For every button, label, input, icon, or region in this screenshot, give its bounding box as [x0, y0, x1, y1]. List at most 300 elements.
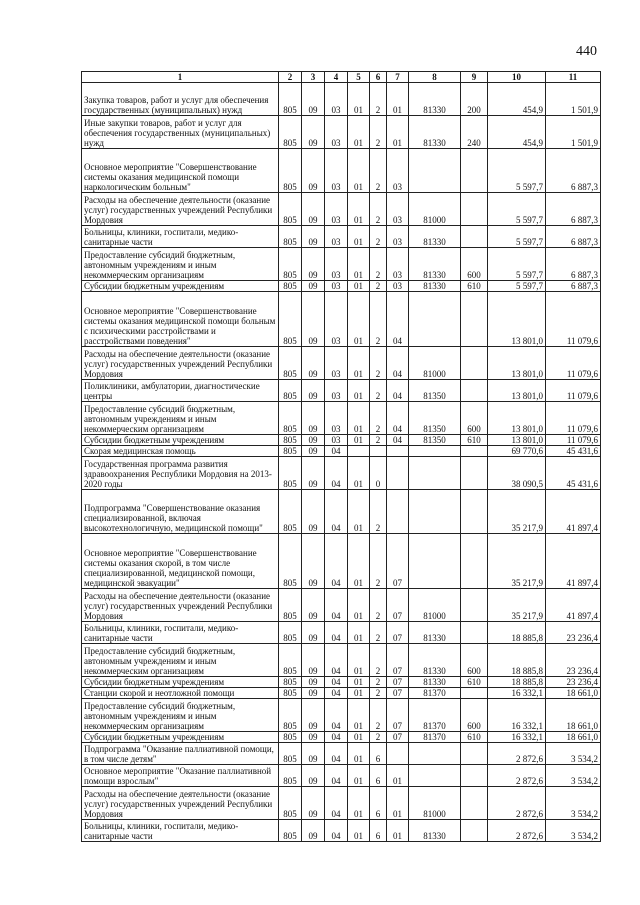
amount-col10-cell: 2 872,6: [488, 765, 546, 787]
subprogram-code-cell: 6: [370, 820, 387, 842]
program-code-cell: 01: [348, 402, 370, 435]
program-code-cell: 01: [348, 699, 370, 732]
section-code-cell: 09: [302, 149, 325, 193]
admin-code-cell: 805: [279, 622, 302, 644]
table-row: [82, 149, 601, 193]
expense-type-cell: [461, 589, 488, 622]
admin-code-cell: 805: [279, 534, 302, 589]
table-row: [82, 622, 601, 644]
table-row: [82, 490, 601, 534]
column-header: 4: [325, 72, 348, 83]
amount-col11-cell: 23 236,4: [546, 677, 601, 688]
admin-code-cell: 805: [279, 402, 302, 435]
amount-col11-cell: 41 897,4: [546, 589, 601, 622]
admin-code-cell: 805: [279, 248, 302, 281]
section-code-cell: 09: [302, 699, 325, 732]
table-row: [82, 446, 601, 457]
row-name-cell: Субсидии бюджетным учреждениям: [82, 281, 279, 292]
section-code-cell: 09: [302, 435, 325, 446]
direction-code-cell: [409, 149, 461, 193]
admin-code-cell: 805: [279, 193, 302, 226]
table-row: [82, 83, 601, 116]
row-name-cell: Больницы, клиники, госпитали, медико-санитарные части: [82, 226, 279, 248]
activity-code-cell: 04: [387, 402, 409, 435]
amount-col10-cell: 16 332,1: [488, 688, 546, 699]
admin-code-cell: 805: [279, 116, 302, 149]
admin-code-cell: 805: [279, 677, 302, 688]
amount-col10-cell: 454,9: [488, 83, 546, 116]
table-row: [82, 644, 601, 677]
subsection-code-cell: 03: [325, 83, 348, 116]
direction-code-cell: [409, 446, 461, 457]
direction-code-cell: 81350: [409, 435, 461, 446]
table-row: [82, 435, 601, 446]
activity-code-cell: 03: [387, 226, 409, 248]
expense-type-cell: [461, 380, 488, 402]
table-row: [82, 116, 601, 149]
amount-col11-cell: 3 534,2: [546, 787, 601, 820]
program-code-cell: 01: [348, 787, 370, 820]
expense-type-cell: 600: [461, 644, 488, 677]
subprogram-code-cell: 2: [370, 380, 387, 402]
subsection-code-cell: 04: [325, 644, 348, 677]
expense-type-cell: 610: [461, 435, 488, 446]
program-code-cell: 01: [348, 149, 370, 193]
direction-code-cell: 81350: [409, 402, 461, 435]
admin-code-cell: 805: [279, 732, 302, 743]
subprogram-code-cell: 2: [370, 688, 387, 699]
amount-col10-cell: 13 801,0: [488, 292, 546, 347]
direction-code-cell: [409, 292, 461, 347]
subprogram-code-cell: 2: [370, 116, 387, 149]
column-header: 9: [461, 72, 488, 83]
row-name-cell: Предоставление субсидий бюджетным, автономным учреждениям и иным некоммерческим организациям: [82, 248, 279, 281]
direction-code-cell: 81370: [409, 732, 461, 743]
amount-col10-cell: 35 217,9: [488, 589, 546, 622]
subprogram-code-cell: 2: [370, 281, 387, 292]
activity-code-cell: 01: [387, 116, 409, 149]
amount-col10-cell: 13 801,0: [488, 402, 546, 435]
admin-code-cell: 805: [279, 820, 302, 842]
direction-code-cell: [409, 490, 461, 534]
expense-type-cell: [461, 457, 488, 490]
row-name-cell: Подпрограмма "Оказание паллиативной помощи, в том числе детям": [82, 743, 279, 765]
amount-col10-cell: 18 885,8: [488, 644, 546, 677]
row-name-cell: Подпрограмма "Совершенствование оказания специализированной, включая высокотехнологичную, медицинской помощи": [82, 490, 279, 534]
activity-code-cell: 03: [387, 248, 409, 281]
amount-col11-cell: 1 501,9: [546, 116, 601, 149]
row-name-cell: Больницы, клиники, госпитали, медико-санитарные части: [82, 622, 279, 644]
admin-code-cell: 805: [279, 688, 302, 699]
amount-col10-cell: 2 872,6: [488, 820, 546, 842]
activity-code-cell: 07: [387, 688, 409, 699]
expense-type-cell: [461, 765, 488, 787]
program-code-cell: 01: [348, 347, 370, 380]
expense-type-cell: 610: [461, 732, 488, 743]
subsection-code-cell: 04: [325, 490, 348, 534]
subsection-code-cell: 03: [325, 116, 348, 149]
expense-type-cell: [461, 820, 488, 842]
subsection-code-cell: 04: [325, 820, 348, 842]
row-name-cell: Основное мероприятие "Совершенствование системы оказания скорой, в том числе специализированной, медицинской помощи, медицинской эвакуации": [82, 534, 279, 589]
activity-code-cell: 01: [387, 765, 409, 787]
section-code-cell: 09: [302, 622, 325, 644]
admin-code-cell: 805: [279, 347, 302, 380]
program-code-cell: 01: [348, 380, 370, 402]
amount-col11-cell: 6 887,3: [546, 226, 601, 248]
expense-type-cell: [461, 787, 488, 820]
table-row: [82, 347, 601, 380]
row-name-cell: Расходы на обеспечение деятельности (оказание услуг) государственных учреждений Республики Мордовия: [82, 787, 279, 820]
subprogram-code-cell: 6: [370, 765, 387, 787]
subprogram-code-cell: 2: [370, 347, 387, 380]
program-code-cell: [348, 446, 370, 457]
row-name-cell: Субсидии бюджетным учреждениям: [82, 435, 279, 446]
admin-code-cell: 805: [279, 281, 302, 292]
amount-col10-cell: 13 801,0: [488, 380, 546, 402]
amount-col11-cell: 18 661,0: [546, 688, 601, 699]
row-name-cell: Субсидии бюджетным учреждениям: [82, 732, 279, 743]
direction-code-cell: 81000: [409, 589, 461, 622]
section-code-cell: 09: [302, 347, 325, 380]
activity-code-cell: 07: [387, 699, 409, 732]
direction-code-cell: [409, 743, 461, 765]
section-code-cell: 09: [302, 534, 325, 589]
row-name-cell: Расходы на обеспечение деятельности (оказание услуг) государственных учреждений Республики Мордовия: [82, 347, 279, 380]
row-name-cell: Скорая медицинская помощь: [82, 446, 279, 457]
column-header: 11: [546, 72, 601, 83]
admin-code-cell: 805: [279, 446, 302, 457]
subprogram-code-cell: 2: [370, 490, 387, 534]
subsection-code-cell: 03: [325, 281, 348, 292]
subprogram-code-cell: 2: [370, 677, 387, 688]
subprogram-code-cell: 2: [370, 248, 387, 281]
subsection-code-cell: 04: [325, 677, 348, 688]
subsection-code-cell: 04: [325, 446, 348, 457]
direction-code-cell: 81330: [409, 820, 461, 842]
amount-col11-cell: 3 534,2: [546, 765, 601, 787]
admin-code-cell: 805: [279, 380, 302, 402]
program-code-cell: 01: [348, 281, 370, 292]
amount-col10-cell: 2 872,6: [488, 787, 546, 820]
table-row: [82, 820, 601, 842]
expense-type-cell: 610: [461, 281, 488, 292]
section-code-cell: 09: [302, 116, 325, 149]
admin-code-cell: 805: [279, 699, 302, 732]
program-code-cell: 01: [348, 193, 370, 226]
amount-col10-cell: 454,9: [488, 116, 546, 149]
amount-col11-cell: 11 079,6: [546, 402, 601, 435]
section-code-cell: 09: [302, 732, 325, 743]
amount-col11-cell: 23 236,4: [546, 644, 601, 677]
subsection-code-cell: 03: [325, 347, 348, 380]
direction-code-cell: 81330: [409, 644, 461, 677]
activity-code-cell: [387, 457, 409, 490]
table-row: [82, 677, 601, 688]
admin-code-cell: 805: [279, 226, 302, 248]
activity-code-cell: 07: [387, 589, 409, 622]
table-row: [82, 699, 601, 732]
direction-code-cell: 81330: [409, 677, 461, 688]
row-name-cell: Закупка товаров, работ и услуг для обеспечения государственных (муниципальных) нужд: [82, 83, 279, 116]
expense-type-cell: 240: [461, 116, 488, 149]
direction-code-cell: [409, 534, 461, 589]
direction-code-cell: [409, 765, 461, 787]
expense-type-cell: 600: [461, 699, 488, 732]
table-row: [82, 281, 601, 292]
amount-col11-cell: 3 534,2: [546, 820, 601, 842]
direction-code-cell: 81000: [409, 347, 461, 380]
page-number: 440: [576, 44, 597, 59]
amount-col10-cell: 35 217,9: [488, 490, 546, 534]
amount-col11-cell: 45 431,6: [546, 457, 601, 490]
admin-code-cell: 805: [279, 644, 302, 677]
admin-code-cell: 805: [279, 589, 302, 622]
subprogram-code-cell: 0: [370, 457, 387, 490]
amount-col10-cell: 5 597,7: [488, 226, 546, 248]
column-header: 6: [370, 72, 387, 83]
activity-code-cell: [387, 446, 409, 457]
section-code-cell: 09: [302, 787, 325, 820]
table-row: [82, 787, 601, 820]
direction-code-cell: 81330: [409, 83, 461, 116]
amount-col10-cell: 38 090,5: [488, 457, 546, 490]
direction-code-cell: 81330: [409, 622, 461, 644]
expense-type-cell: 610: [461, 677, 488, 688]
table-row: [82, 743, 601, 765]
program-code-cell: 01: [348, 248, 370, 281]
expense-type-cell: [461, 347, 488, 380]
subsection-code-cell: 04: [325, 732, 348, 743]
activity-code-cell: 07: [387, 732, 409, 743]
table-row: [82, 688, 601, 699]
subsection-code-cell: 04: [325, 457, 348, 490]
table-row: [82, 248, 601, 281]
amount-col11-cell: 11 079,6: [546, 435, 601, 446]
subsection-code-cell: 03: [325, 193, 348, 226]
amount-col10-cell: 2 872,6: [488, 743, 546, 765]
expense-type-cell: 600: [461, 248, 488, 281]
header-row: [82, 72, 601, 83]
subprogram-code-cell: 2: [370, 193, 387, 226]
column-header: 7: [387, 72, 409, 83]
subprogram-code-cell: 6: [370, 743, 387, 765]
amount-col10-cell: 18 885,8: [488, 622, 546, 644]
admin-code-cell: 805: [279, 787, 302, 820]
amount-col10-cell: 13 801,0: [488, 347, 546, 380]
subsection-code-cell: 03: [325, 402, 348, 435]
section-code-cell: 09: [302, 281, 325, 292]
expense-type-cell: [461, 743, 488, 765]
subsection-code-cell: 04: [325, 699, 348, 732]
subprogram-code-cell: 2: [370, 622, 387, 644]
row-name-cell: Предоставление субсидий бюджетным, автономным учреждениям и иным некоммерческим организациям: [82, 699, 279, 732]
program-code-cell: 01: [348, 435, 370, 446]
subprogram-code-cell: 2: [370, 534, 387, 589]
amount-col10-cell: 16 332,1: [488, 732, 546, 743]
section-code-cell: 09: [302, 226, 325, 248]
budget-table: [81, 71, 601, 842]
subsection-code-cell: 04: [325, 622, 348, 644]
amount-col11-cell: 18 661,0: [546, 699, 601, 732]
table-row: [82, 193, 601, 226]
subprogram-code-cell: [370, 446, 387, 457]
row-name-cell: Расходы на обеспечение деятельности (оказание услуг) государственных учреждений Республики Мордовия: [82, 589, 279, 622]
admin-code-cell: 805: [279, 435, 302, 446]
amount-col11-cell: 1 501,9: [546, 83, 601, 116]
amount-col10-cell: 5 597,7: [488, 193, 546, 226]
admin-code-cell: 805: [279, 490, 302, 534]
program-code-cell: 01: [348, 743, 370, 765]
section-code-cell: 09: [302, 292, 325, 347]
program-code-cell: 01: [348, 226, 370, 248]
row-name-cell: Больницы, клиники, госпитали, медико-санитарные части: [82, 820, 279, 842]
subsection-code-cell: 03: [325, 292, 348, 347]
amount-col11-cell: 6 887,3: [546, 248, 601, 281]
amount-col11-cell: 45 431,6: [546, 446, 601, 457]
amount-col11-cell: 41 897,4: [546, 534, 601, 589]
program-code-cell: 01: [348, 820, 370, 842]
amount-col11-cell: 11 079,6: [546, 347, 601, 380]
direction-code-cell: 81330: [409, 226, 461, 248]
direction-code-cell: 81330: [409, 281, 461, 292]
subsection-code-cell: 03: [325, 226, 348, 248]
direction-code-cell: 81330: [409, 116, 461, 149]
program-code-cell: 01: [348, 622, 370, 644]
amount-col10-cell: 5 597,7: [488, 248, 546, 281]
direction-code-cell: 81350: [409, 380, 461, 402]
amount-col10-cell: 5 597,7: [488, 149, 546, 193]
program-code-cell: 01: [348, 589, 370, 622]
expense-type-cell: [461, 534, 488, 589]
row-name-cell: Поликлиники, амбулатории, диагностические центры: [82, 380, 279, 402]
activity-code-cell: 07: [387, 534, 409, 589]
direction-code-cell: 81330: [409, 248, 461, 281]
admin-code-cell: 805: [279, 457, 302, 490]
column-header: 3: [302, 72, 325, 83]
subsection-code-cell: 04: [325, 589, 348, 622]
column-header: 8: [409, 72, 461, 83]
subprogram-code-cell: 2: [370, 644, 387, 677]
expense-type-cell: [461, 446, 488, 457]
table-body: [82, 83, 601, 842]
row-name-cell: Субсидии бюджетным учреждениям: [82, 677, 279, 688]
activity-code-cell: 04: [387, 380, 409, 402]
program-code-cell: 01: [348, 688, 370, 699]
expense-type-cell: [461, 149, 488, 193]
table-row: [82, 589, 601, 622]
activity-code-cell: 04: [387, 292, 409, 347]
subsection-code-cell: 03: [325, 248, 348, 281]
amount-col11-cell: 41 897,4: [546, 490, 601, 534]
subsection-code-cell: 03: [325, 149, 348, 193]
admin-code-cell: 805: [279, 292, 302, 347]
subprogram-code-cell: 2: [370, 699, 387, 732]
subprogram-code-cell: 2: [370, 732, 387, 743]
direction-code-cell: 81000: [409, 193, 461, 226]
row-name-cell: Основное мероприятие "Оказание паллиативной помощи взрослым": [82, 765, 279, 787]
expense-type-cell: [461, 688, 488, 699]
admin-code-cell: 805: [279, 743, 302, 765]
table-row: [82, 402, 601, 435]
section-code-cell: 09: [302, 688, 325, 699]
subsection-code-cell: 03: [325, 435, 348, 446]
row-name-cell: Предоставление субсидий бюджетным, автономным учреждениям и иным некоммерческим организациям: [82, 402, 279, 435]
subsection-code-cell: 04: [325, 534, 348, 589]
program-code-cell: 01: [348, 116, 370, 149]
column-header: 2: [279, 72, 302, 83]
activity-code-cell: 01: [387, 787, 409, 820]
activity-code-cell: 04: [387, 435, 409, 446]
amount-col11-cell: 6 887,3: [546, 149, 601, 193]
activity-code-cell: 01: [387, 83, 409, 116]
amount-col10-cell: 35 217,9: [488, 534, 546, 589]
subsection-code-cell: 04: [325, 688, 348, 699]
section-code-cell: 09: [302, 820, 325, 842]
expense-type-cell: [461, 193, 488, 226]
expense-type-cell: 200: [461, 83, 488, 116]
table-row: [82, 380, 601, 402]
column-header: 1: [82, 72, 279, 83]
program-code-cell: 01: [348, 677, 370, 688]
section-code-cell: 09: [302, 490, 325, 534]
amount-col10-cell: 18 885,8: [488, 677, 546, 688]
table-row: [82, 457, 601, 490]
subprogram-code-cell: 2: [370, 292, 387, 347]
activity-code-cell: 07: [387, 677, 409, 688]
table-row: [82, 534, 601, 589]
amount-col11-cell: 6 887,3: [546, 281, 601, 292]
subprogram-code-cell: 6: [370, 787, 387, 820]
row-name-cell: Иные закупки товаров, работ и услуг для обеспечения государственных (муниципальных) нужд: [82, 116, 279, 149]
expense-type-cell: [461, 490, 488, 534]
subprogram-code-cell: 2: [370, 435, 387, 446]
subsection-code-cell: 04: [325, 743, 348, 765]
column-header: 5: [348, 72, 370, 83]
table-row: [82, 292, 601, 347]
activity-code-cell: 03: [387, 193, 409, 226]
section-code-cell: 09: [302, 380, 325, 402]
section-code-cell: 09: [302, 644, 325, 677]
table-row: [82, 732, 601, 743]
section-code-cell: 09: [302, 589, 325, 622]
program-code-cell: 01: [348, 534, 370, 589]
section-code-cell: 09: [302, 402, 325, 435]
row-name-cell: Основное мероприятие "Совершенствование системы оказания медицинской помощи наркологическим больным": [82, 149, 279, 193]
activity-code-cell: 07: [387, 644, 409, 677]
program-code-cell: 01: [348, 732, 370, 743]
activity-code-cell: 03: [387, 281, 409, 292]
amount-col10-cell: 16 332,1: [488, 699, 546, 732]
program-code-cell: 01: [348, 457, 370, 490]
subsection-code-cell: 04: [325, 787, 348, 820]
activity-code-cell: [387, 743, 409, 765]
section-code-cell: 09: [302, 248, 325, 281]
row-name-cell: Расходы на обеспечение деятельности (оказание услуг) государственных учреждений Республики Мордовия: [82, 193, 279, 226]
expense-type-cell: [461, 226, 488, 248]
subprogram-code-cell: 2: [370, 402, 387, 435]
amount-col10-cell: 5 597,7: [488, 281, 546, 292]
subsection-code-cell: 03: [325, 380, 348, 402]
row-name-cell: Предоставление субсидий бюджетным, автономным учреждениям и иным некоммерческим организациям: [82, 644, 279, 677]
section-code-cell: 09: [302, 765, 325, 787]
expense-type-cell: 600: [461, 402, 488, 435]
section-code-cell: 09: [302, 446, 325, 457]
amount-col10-cell: 13 801,0: [488, 435, 546, 446]
activity-code-cell: 01: [387, 820, 409, 842]
amount-col11-cell: 18 661,0: [546, 732, 601, 743]
subprogram-code-cell: 2: [370, 83, 387, 116]
